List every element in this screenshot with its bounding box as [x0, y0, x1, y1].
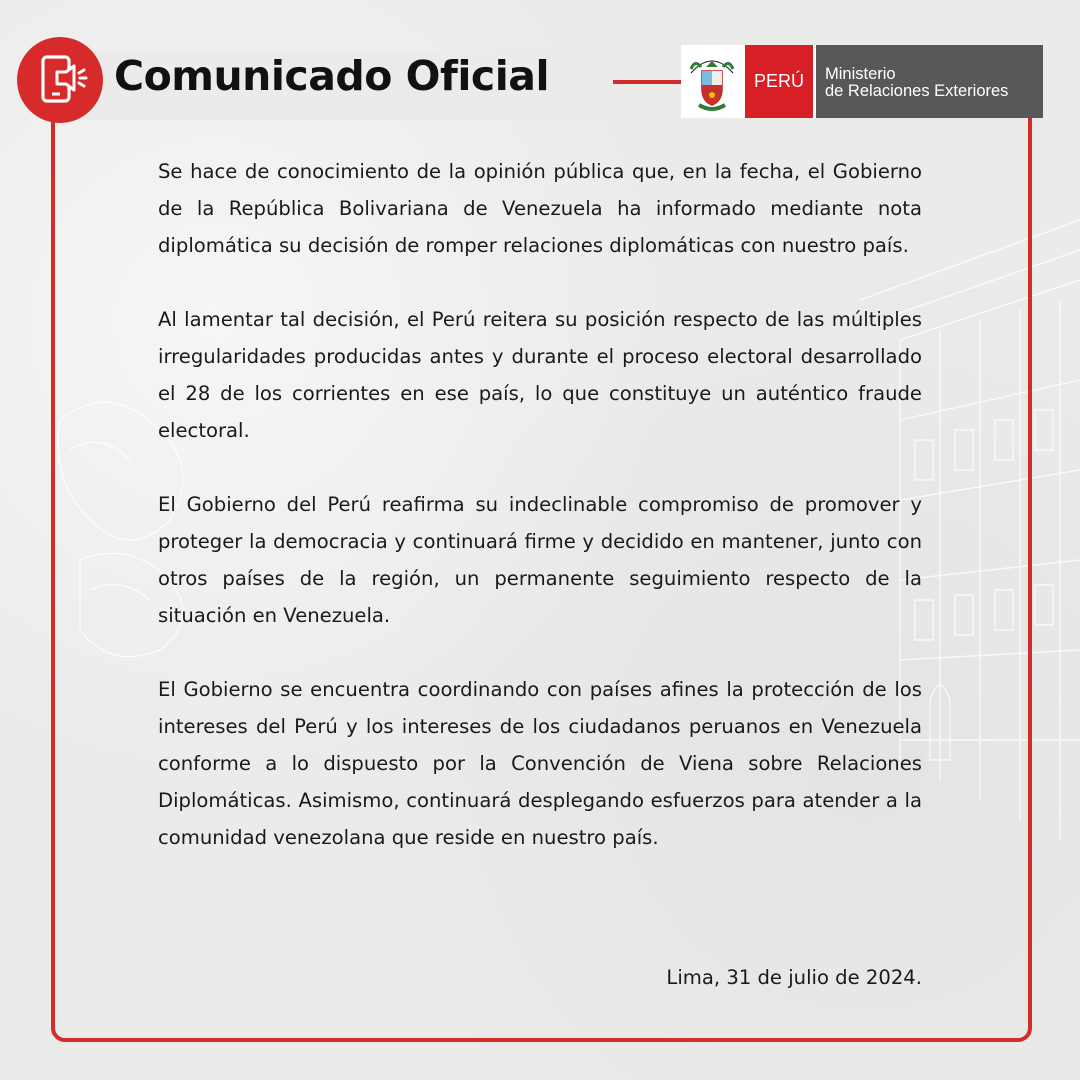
title-divider-line — [613, 80, 683, 84]
paragraph: Al lamentar tal decisión, el Perú reitera su posición respecto de las múltiples irregularidades producidas antes y durante el proceso electoral desarrollado el 28 de los corrientes en ese país, lo que constituye un auténtico fraude electoral. — [158, 308, 922, 442]
statement-body — [158, 153, 922, 893]
peru-brand-label: PERÚ — [743, 45, 813, 118]
ministry-line-1: Ministerio — [825, 65, 896, 83]
ministry-logo — [681, 45, 1043, 118]
phone-megaphone-icon — [17, 37, 103, 123]
page-title: Comunicado Oficial — [114, 52, 549, 100]
coat-of-arms-icon — [681, 45, 743, 118]
paragraph: El Gobierno del Perú reafirma su indeclinable compromiso de promover y proteger la democracia y continuará firme y decidido en mantener, junto con otros países de la región, un permanente seguimiento respecto de la situación en Venezuela. — [158, 493, 922, 627]
ministry-line-2: de Relaciones Exteriores — [825, 82, 1009, 100]
paragraph: El Gobierno se encuentra coordinando con países afines la protección de los intereses del Perú y los intereses de los ciudadanos peruanos en Venezuela conforme a lo dispuesto por la Convención de Viena sobre Relaciones Diplomáticas. Asimismo, continuará desplegando esfuerzos para atender a la comunidad venezolana que reside en nuestro país. — [158, 678, 922, 849]
date-signoff: Lima, 31 de julio de 2024. — [666, 966, 922, 989]
paragraph: Se hace de conocimiento de la opinión pública que, en la fecha, el Gobierno de la República Bolivariana de Venezuela ha informado mediante nota diplomática su decisión de romper relaciones diplomáticas con nuestro país. — [158, 160, 922, 257]
ministry-name — [813, 45, 1043, 118]
